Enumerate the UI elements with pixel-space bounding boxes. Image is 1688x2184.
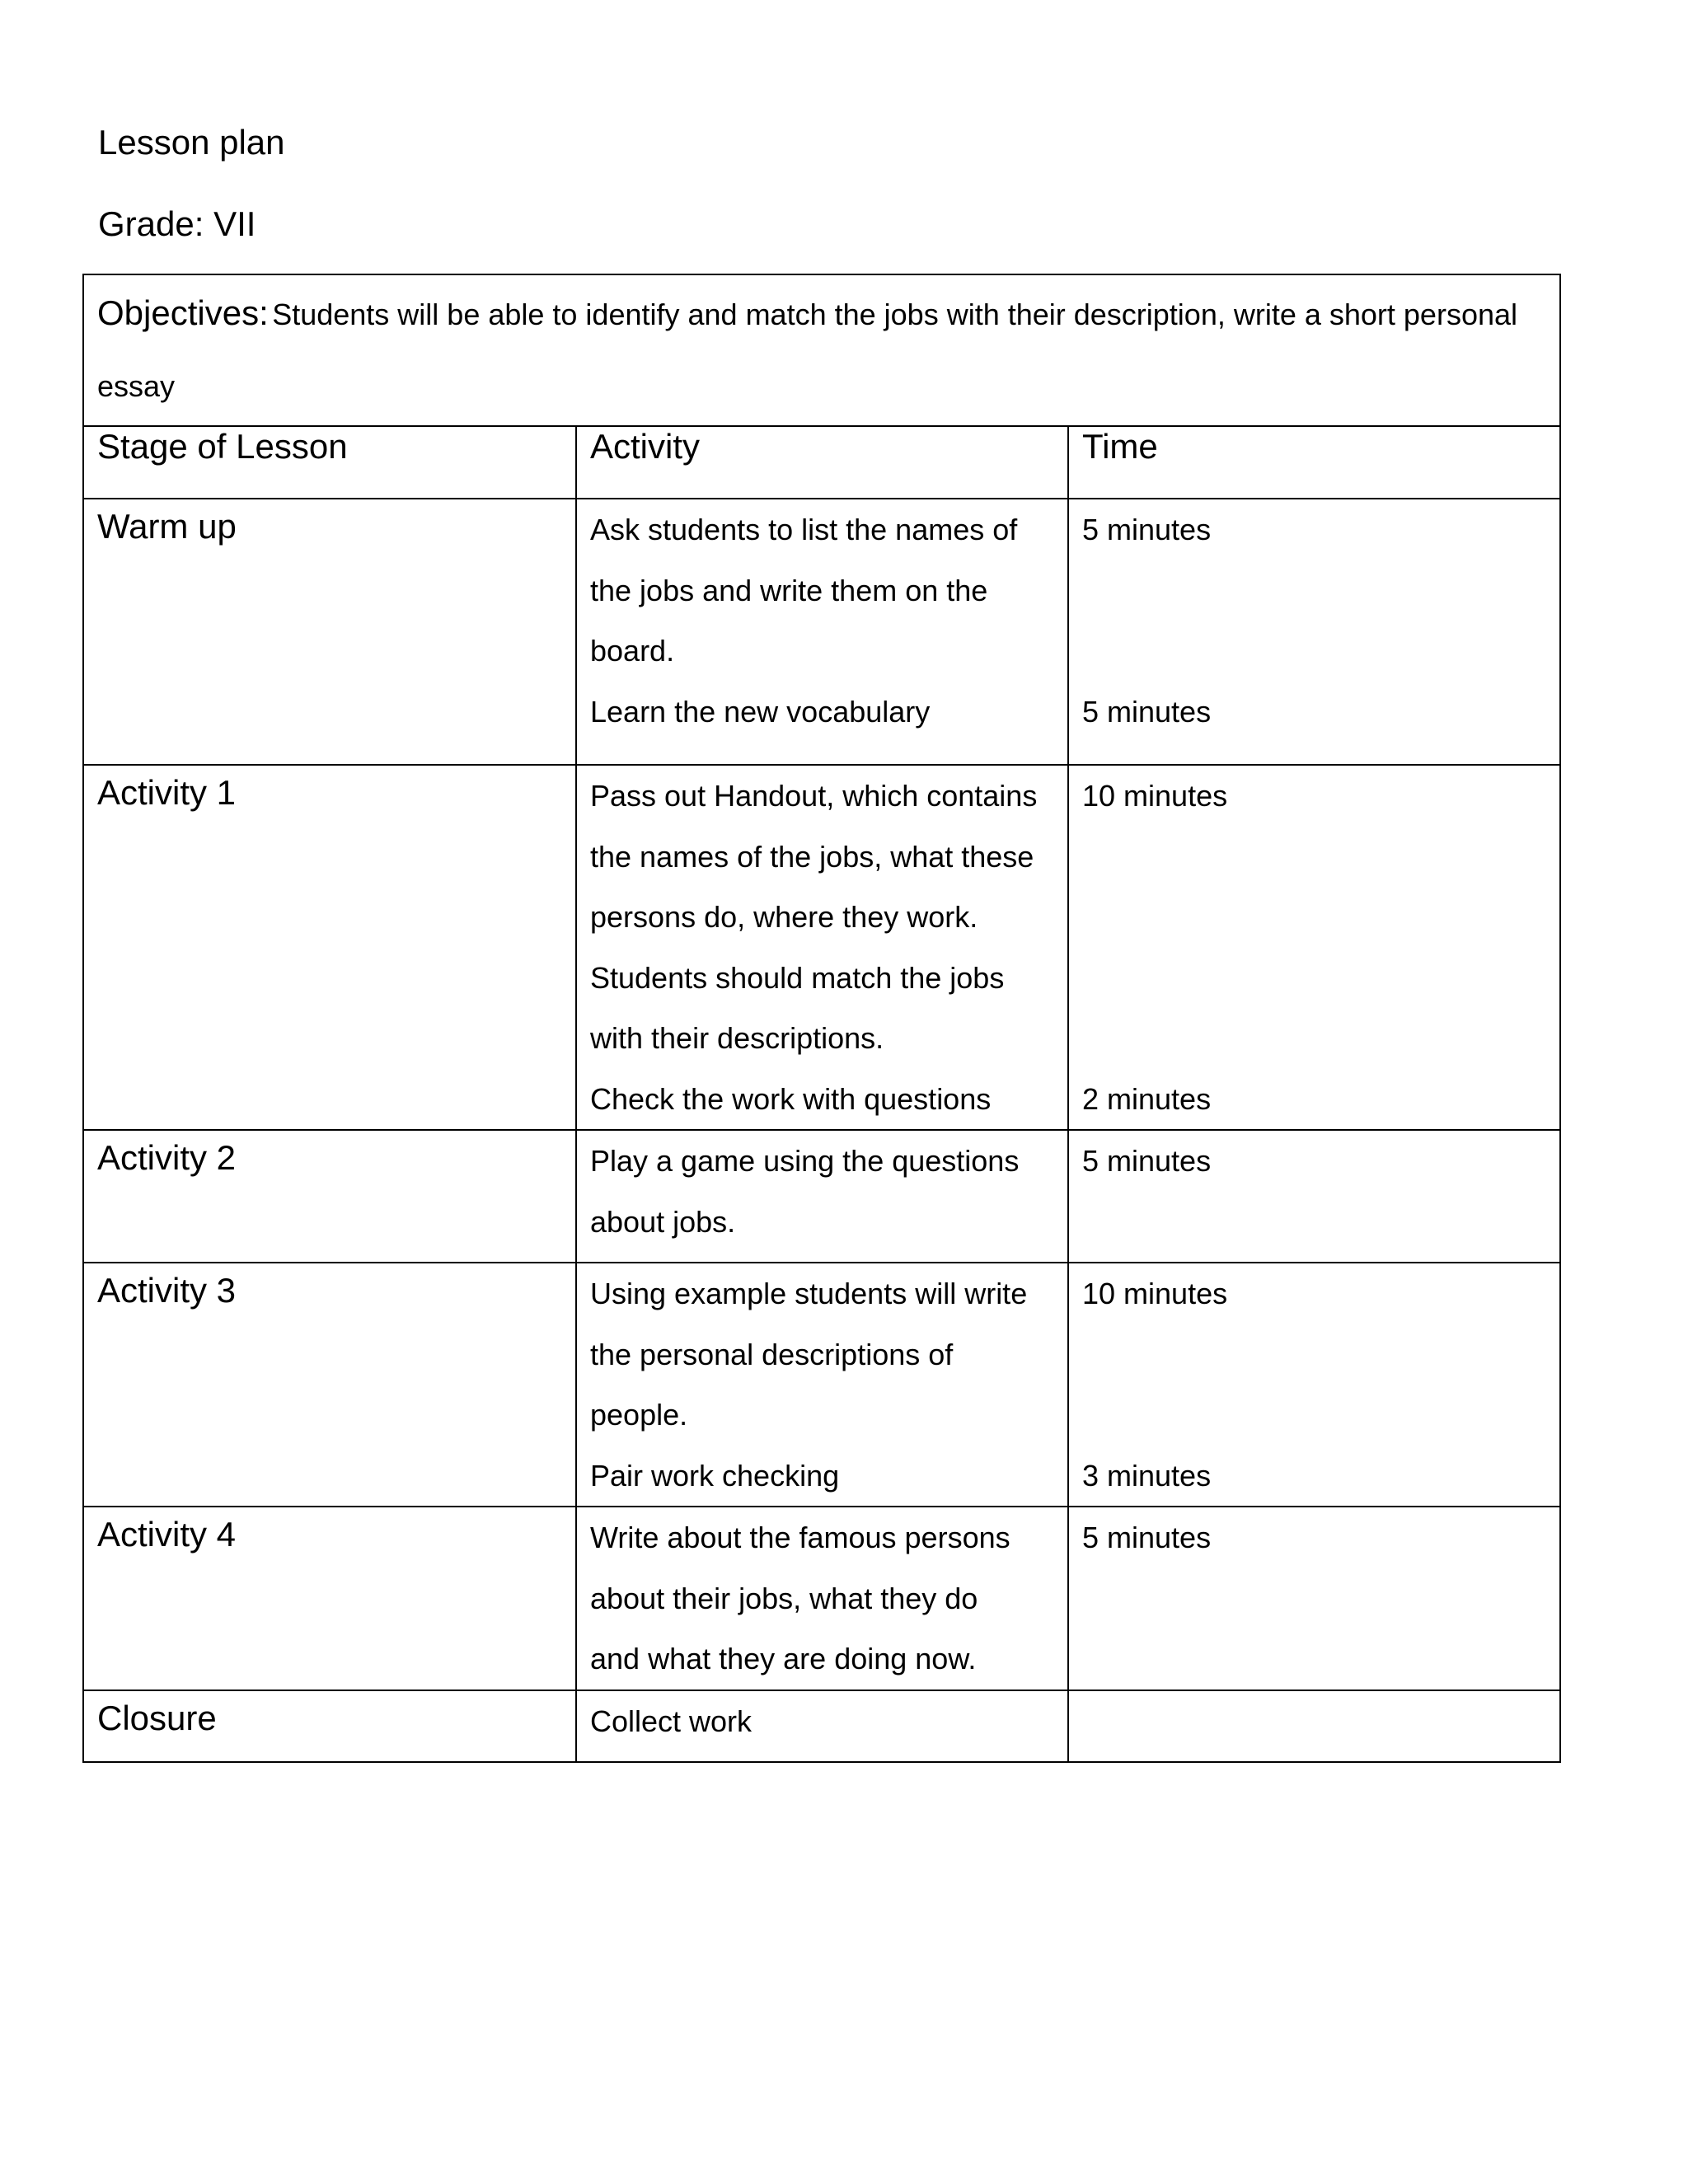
time-cell bbox=[1068, 499, 1560, 765]
table-header-row bbox=[83, 426, 1560, 499]
activity-line: Learn the new vocabulary bbox=[590, 694, 931, 729]
activity-line: Write about the famous persons bbox=[590, 1521, 1010, 1554]
document-grade: Grade: VII bbox=[98, 204, 256, 243]
document-title: Lesson plan bbox=[98, 123, 285, 162]
activity-line: Collect work bbox=[590, 1704, 753, 1738]
activity-line: about jobs. bbox=[590, 1204, 736, 1239]
time-value: 5 minutes bbox=[1082, 694, 1212, 729]
time-cell bbox=[1068, 765, 1560, 1130]
activity-line: and what they are doing now. bbox=[590, 1642, 977, 1675]
activity-line: Ask students to list the names of bbox=[590, 513, 1018, 546]
activity-line: the jobs and write them on the bbox=[590, 573, 988, 607]
table-row bbox=[83, 765, 1560, 1130]
activity-line: Pass out Handout, which contains bbox=[590, 779, 1038, 813]
time-value: 2 minutes bbox=[1082, 1081, 1212, 1116]
time-value: 3 minutes bbox=[1082, 1458, 1212, 1493]
objectives-text: Students will be able to identify and match the jobs with their description, write a short personal essay bbox=[97, 298, 1518, 403]
table-row bbox=[83, 1690, 1560, 1762]
activity-line: Play a game using the questions bbox=[590, 1144, 1020, 1178]
stage-cell: Closure bbox=[83, 1690, 576, 1762]
stage-cell: Warm up bbox=[83, 499, 576, 765]
activity-line: board. bbox=[590, 634, 675, 668]
table-row bbox=[83, 1263, 1560, 1507]
activity-line: about their jobs, what they do bbox=[590, 1581, 978, 1615]
stage-cell: Activity 1 bbox=[83, 765, 576, 1130]
time-value: 10 minutes bbox=[1082, 1277, 1228, 1310]
time-cell bbox=[1068, 1690, 1560, 1762]
activity-line: the personal descriptions of bbox=[590, 1337, 954, 1371]
time-cell bbox=[1068, 1130, 1560, 1263]
column-header-activity: Activity bbox=[576, 426, 1068, 499]
activity-line: people. bbox=[590, 1398, 688, 1432]
activity-cell bbox=[576, 1507, 1068, 1690]
objectives-row bbox=[83, 274, 1560, 426]
time-value: 5 minutes bbox=[1082, 1144, 1212, 1178]
lesson-plan-table bbox=[82, 274, 1561, 1763]
time-cell bbox=[1068, 1263, 1560, 1507]
time-value: 5 minutes bbox=[1082, 513, 1212, 546]
activity-line: Using example students will write bbox=[590, 1277, 1028, 1310]
time-value: 5 minutes bbox=[1082, 1521, 1212, 1554]
activity-cell bbox=[576, 499, 1068, 765]
table-row bbox=[83, 1507, 1560, 1690]
stage-cell: Activity 3 bbox=[83, 1263, 576, 1507]
column-header-stage: Stage of Lesson bbox=[83, 426, 576, 499]
objectives-label: Objectives: bbox=[97, 293, 269, 332]
activity-line: Check the work with questions bbox=[590, 1081, 992, 1116]
time-cell bbox=[1068, 1507, 1560, 1690]
table-row bbox=[83, 1130, 1560, 1263]
objectives-cell bbox=[83, 274, 1560, 426]
table-row bbox=[83, 499, 1560, 765]
stage-cell: Activity 4 bbox=[83, 1507, 576, 1690]
activity-line: persons do, where they work. bbox=[590, 900, 978, 934]
activity-line: Pair work checking bbox=[590, 1458, 840, 1493]
activity-cell bbox=[576, 1263, 1068, 1507]
activity-line: with their descriptions. bbox=[590, 1021, 884, 1055]
activity-line: the names of the jobs, what these bbox=[590, 839, 1034, 874]
column-header-time: Time bbox=[1068, 426, 1560, 499]
activity-cell bbox=[576, 765, 1068, 1130]
activity-line: Students should match the jobs bbox=[590, 960, 1005, 995]
activity-cell bbox=[576, 1690, 1068, 1762]
time-value: 10 minutes bbox=[1082, 779, 1228, 813]
activity-cell bbox=[576, 1130, 1068, 1263]
stage-cell: Activity 2 bbox=[83, 1130, 576, 1263]
